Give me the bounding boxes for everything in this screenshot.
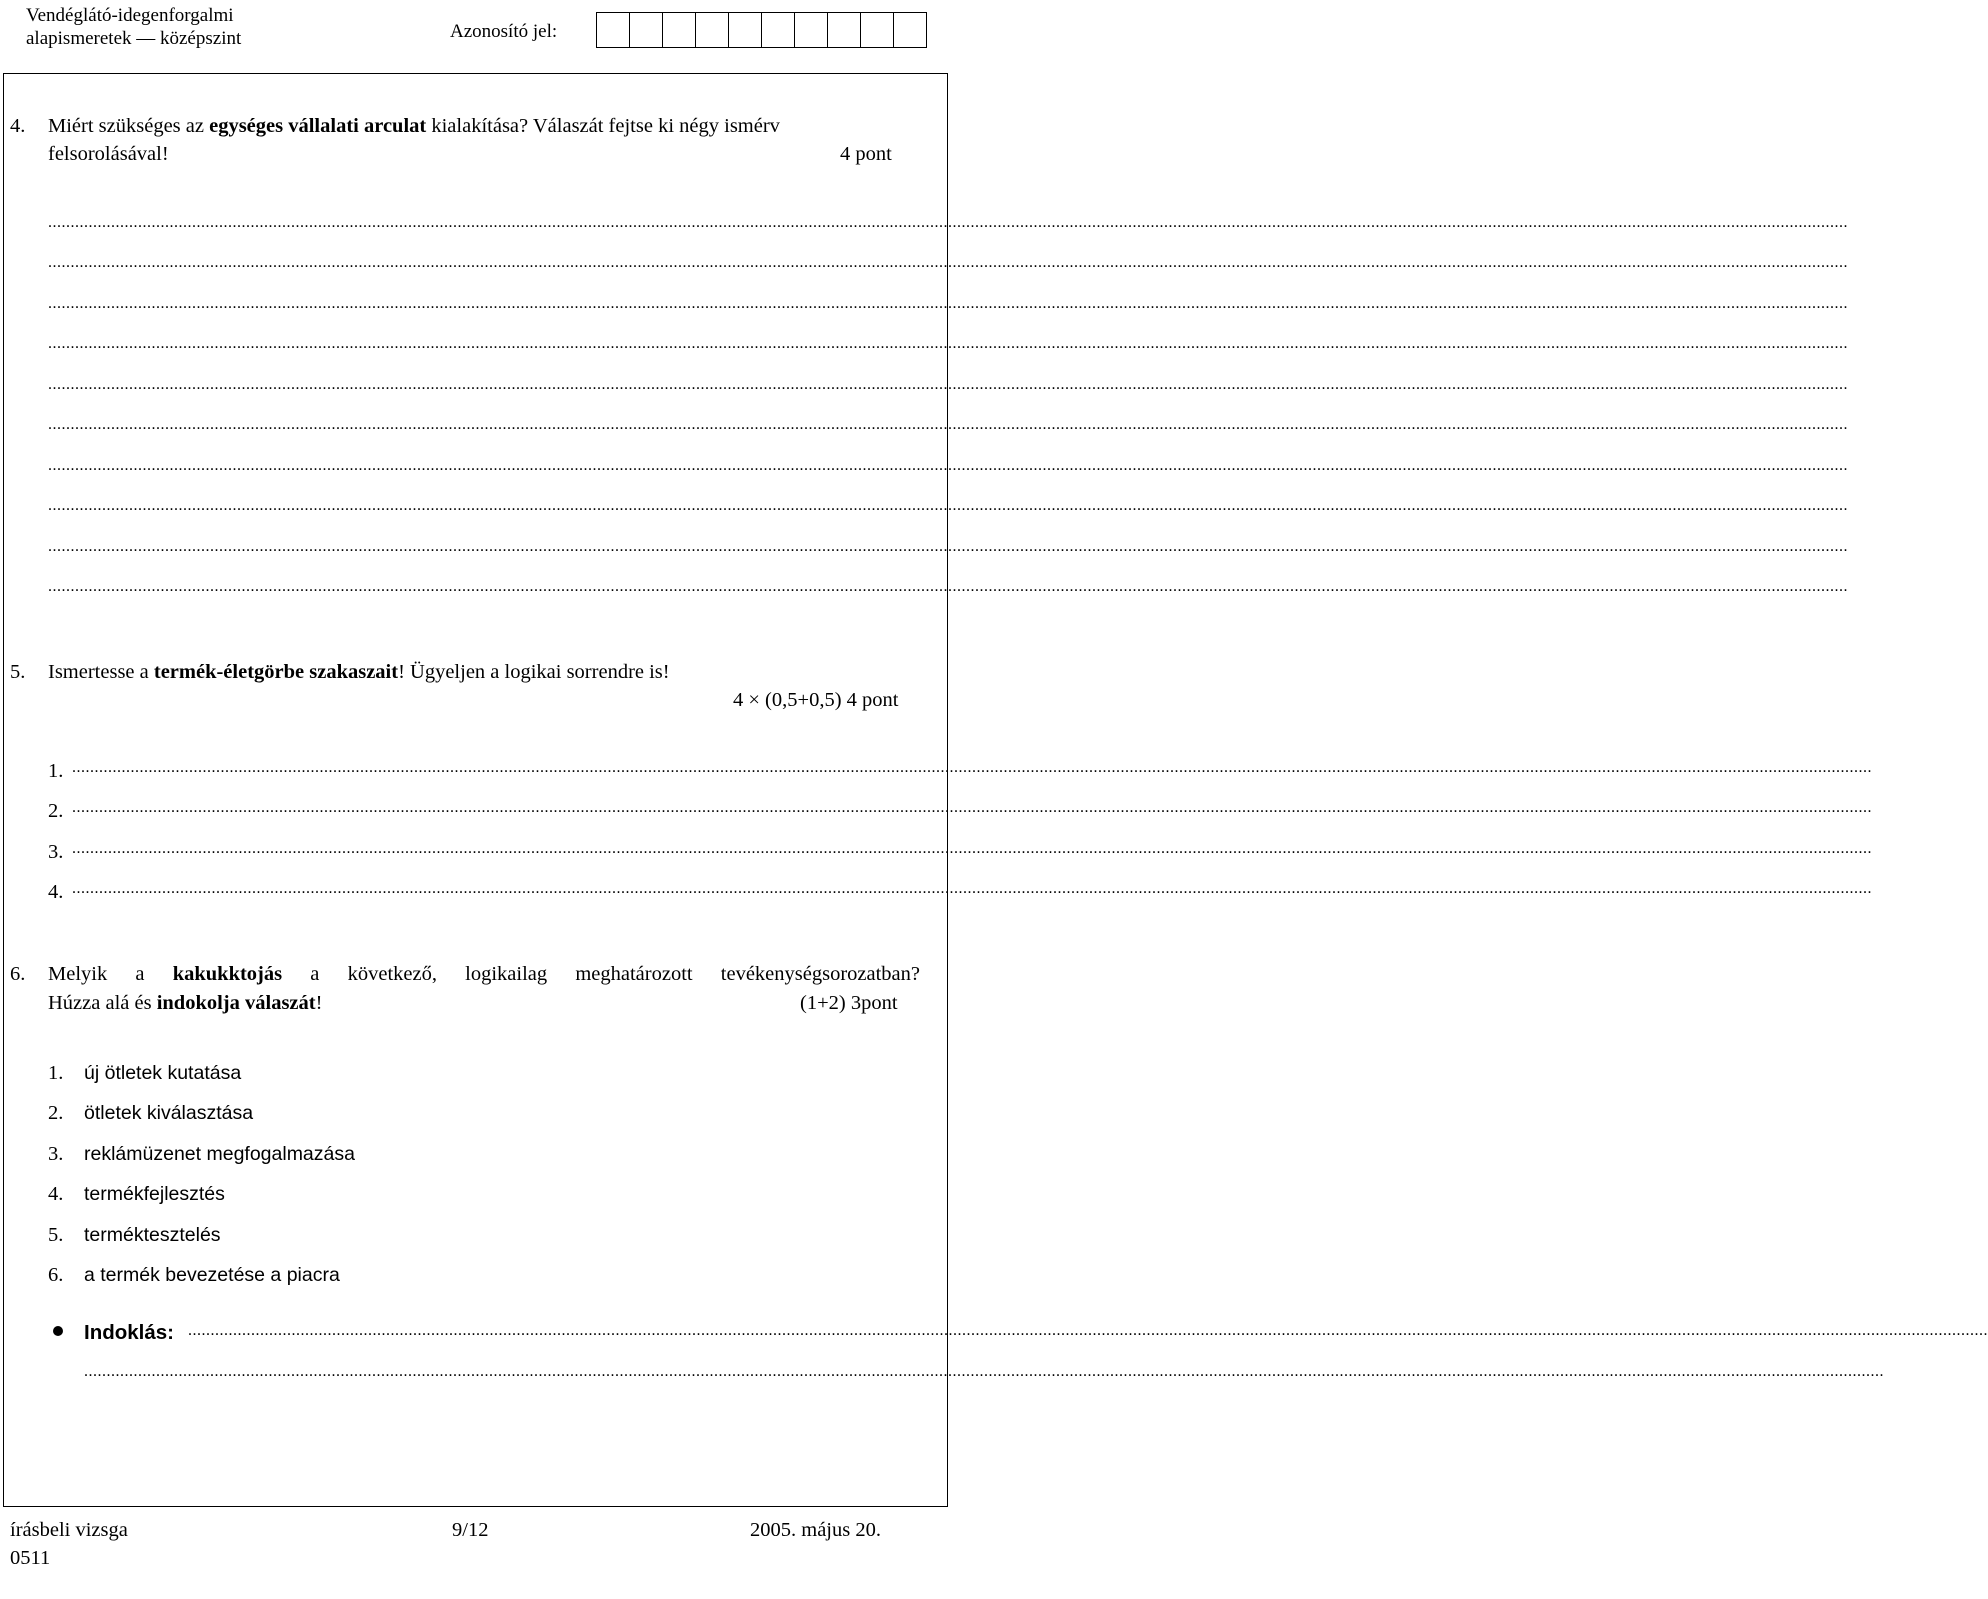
answer-line[interactable]: ................................................................................................................................................................................................................................................................................................................................................................................................................ [48,335,1848,352]
q5-item-number: 2. [48,800,64,822]
id-box[interactable] [629,12,663,48]
subject-level: alapismeretek — középszint [26,28,242,49]
q5-item-number: 3. [48,841,64,863]
answer-line[interactable]: ................................................................................................................................................................................................................................................................................................................................................................................................................ [48,538,1848,555]
q4-points: 4 pont [840,143,892,165]
id-box[interactable] [860,12,894,48]
q5-answer-line[interactable]: ................................................................................................................................................................................................................................................................................................................................................................................................................ [72,759,1872,776]
answer-line[interactable]: ................................................................................................................................................................................................................................................................................................................................................................................................................ [48,254,1848,271]
id-box[interactable] [893,12,927,48]
q5-text: Ismertesse a termék-életgörbe szakaszait! Ügyeljen a logikai sorrendre is! [48,661,670,683]
q6-option[interactable]: terméktesztelés [84,1224,221,1246]
q6-option[interactable]: új ötletek kutatása [84,1062,242,1084]
id-box[interactable] [761,12,795,48]
q6-option-number: 1. [48,1062,64,1084]
q4-text-line2: felsorolásával! [48,143,169,165]
q6-text-line2: Húzza alá és indokolja válaszát! [48,992,323,1014]
reason-answer-line[interactable]: ................................................................................................................................................................................................................................................................................................................................................................................................................ [84,1363,1884,1380]
reason-label: Indoklás: [84,1321,174,1344]
answer-line[interactable]: ................................................................................................................................................................................................................................................................................................................................................................................................................ [48,578,1848,595]
q5-answer-line[interactable]: ................................................................................................................................................................................................................................................................................................................................................................................................................ [72,840,1872,857]
exam-date: 2005. május 20. [750,1519,881,1541]
q6-points: (1+2) 3pont [800,992,898,1014]
q6-option[interactable]: a termék bevezetése a piacra [84,1264,340,1286]
q5-answer-line[interactable]: ................................................................................................................................................................................................................................................................................................................................................................................................................ [72,799,1872,816]
subject-title: Vendéglátó-idegenforgalmi [26,5,234,26]
q5-item-number: 1. [48,760,64,782]
q5-points: 4 × (0,5+0,5) 4 pont [733,689,899,711]
id-box[interactable] [662,12,696,48]
id-box[interactable] [695,12,729,48]
answer-line[interactable]: ................................................................................................................................................................................................................................................................................................................................................................................................................ [48,497,1848,514]
q6-option[interactable]: termékfejlesztés [84,1183,225,1205]
q5-answer-line[interactable]: ................................................................................................................................................................................................................................................................................................................................................................................................................ [72,880,1872,897]
id-box[interactable] [596,12,630,48]
id-label: Azonosító jel: [450,21,558,42]
reason-answer-line[interactable]: ................................................................................................................................................................................................................................................................................................................................................................................................................ [188,1322,1988,1339]
id-box[interactable] [728,12,762,48]
q5-number: 5. [10,661,26,683]
q6-number: 6. [10,963,26,985]
footer-exam-type: írásbeli vizsga [10,1519,128,1541]
footer-code: 0511 [10,1547,51,1569]
q6-option-number: 3. [48,1143,64,1165]
q4-number: 4. [10,115,26,137]
q6-option[interactable]: ötletek kiválasztása [84,1102,254,1124]
q4-text: Miért szükséges az egységes vállalati arculat kialakítása? Válaszát fejtse ki négy ismérv [48,115,780,137]
q6-text: Melyik a kakukktojás a következő, logikailag meghatározott tevékenységsorozatban? [48,963,920,985]
q6-option-number: 2. [48,1102,64,1124]
q6-option[interactable]: reklámüzenet megfogalmazása [84,1143,355,1165]
answer-line[interactable]: ................................................................................................................................................................................................................................................................................................................................................................................................................ [48,457,1848,474]
answer-line[interactable]: ................................................................................................................................................................................................................................................................................................................................................................................................................ [48,295,1848,312]
q6-option-number: 5. [48,1224,64,1246]
q6-option-number: 6. [48,1264,64,1286]
answer-line[interactable]: ................................................................................................................................................................................................................................................................................................................................................................................................................ [48,416,1848,433]
page-number: 9/12 [452,1519,489,1541]
id-box[interactable] [794,12,828,48]
q5-item-number: 4. [48,881,64,903]
answer-line[interactable]: ................................................................................................................................................................................................................................................................................................................................................................................................................ [48,214,1848,231]
content-frame [3,73,1988,1507]
q6-option-number: 4. [48,1183,64,1205]
bullet-icon [53,1326,63,1336]
id-box[interactable] [827,12,861,48]
answer-line[interactable]: ................................................................................................................................................................................................................................................................................................................................................................................................................ [48,376,1848,393]
